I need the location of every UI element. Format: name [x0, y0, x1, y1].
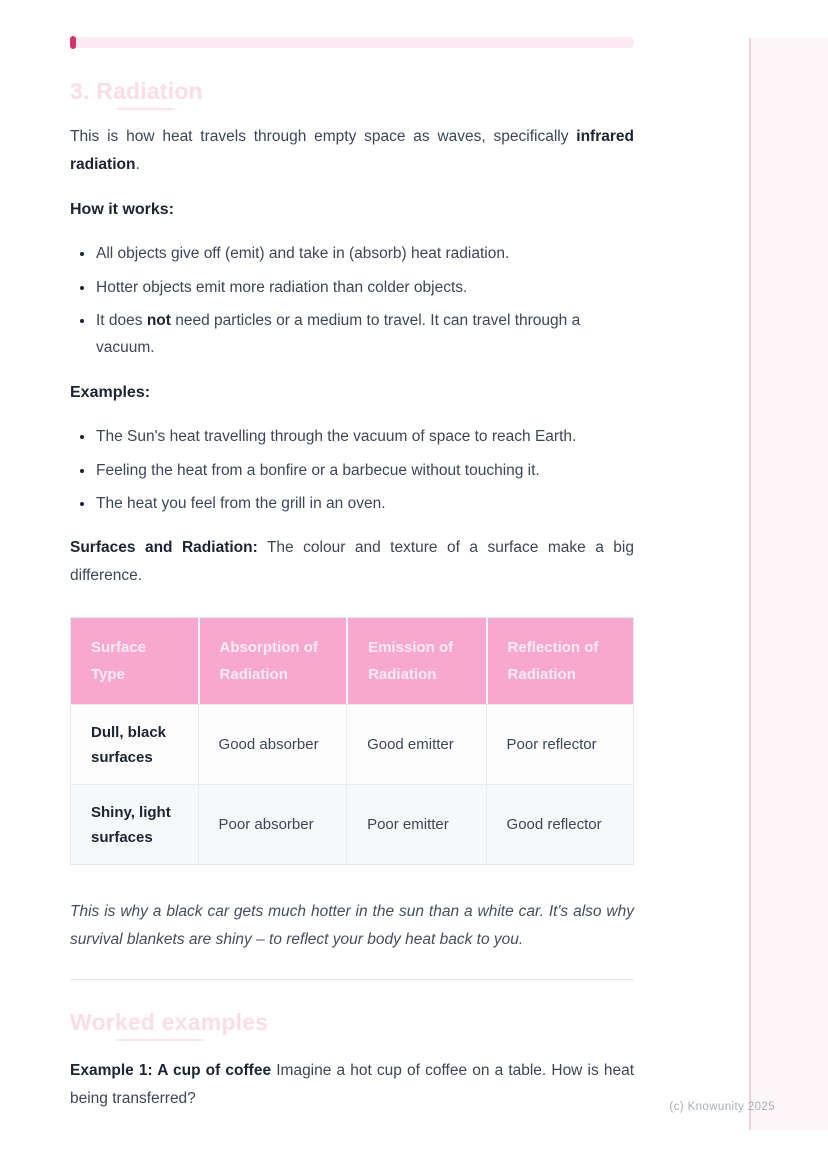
list-item-post: need particles or a medium to travel. It can travel through a vacuum. [96, 312, 581, 356]
list-item-bold: not [146, 312, 171, 329]
table-row-label: Dull, black surfaces [71, 704, 198, 784]
table-header-cell: Reflection of Radiation [486, 618, 633, 704]
table-cell: Poor absorber [198, 784, 347, 864]
table-cell: Poor reflector [486, 704, 633, 784]
list-item [95, 307, 634, 361]
how-it-works-list [70, 240, 634, 361]
surfaces-bold: Surfaces and Radiation: [70, 539, 258, 556]
content-column [70, 0, 634, 1112]
table-cell: Good emitter [346, 704, 485, 784]
example1-text: Imagine a hot cup of coffee on a table. How is heat being transferred? [70, 1062, 635, 1107]
reading-progress-bar [70, 37, 634, 48]
table-cell: Good reflector [486, 784, 633, 864]
list-item [95, 423, 634, 450]
list-item-text: The Sun's heat travelling through the vacuum of space to reach Earth. [96, 428, 577, 445]
list-item [95, 457, 634, 484]
table-header-cell: Surface Type [71, 618, 198, 704]
next-page-preview [751, 38, 828, 1130]
table-header-cell: Emission of Radiation [346, 618, 485, 704]
intro-post: . [135, 155, 140, 173]
worked-examples-heading [70, 1008, 634, 1037]
section-divider [70, 979, 634, 980]
intro-paragraph [70, 123, 634, 178]
list-item-text: It does [96, 312, 147, 329]
intro-text: This is how heat travels through empty space as waves, specifically [70, 128, 577, 145]
how-it-works-heading: How it works: [70, 201, 175, 218]
list-item [95, 274, 634, 301]
table-row [71, 704, 633, 784]
list-item-text: Hotter objects emit more radiation than colder objects. [96, 278, 468, 296]
intro-bold: infrared radiation [70, 128, 634, 173]
italic-note: This is why a black car gets much hotter in the sun than a white car. It's also why survival blankets are shiny – to reflect your body heat back to you. [70, 903, 634, 948]
list-item-text: The heat you feel from the grill in an oven. [96, 495, 386, 512]
table-header-row [71, 618, 633, 704]
list-item-text: All objects give off (emit) and take in (absorb) heat radiation. [96, 245, 510, 262]
list-item [95, 240, 634, 267]
surfaces-text: The colour and texture of a surface make a big difference. [70, 539, 634, 584]
surface-radiation-table [70, 617, 634, 865]
heading-underline [117, 108, 175, 110]
page-edge-divider [749, 38, 751, 1130]
examples-heading: Examples: [70, 384, 151, 401]
table-cell: Good absorber [198, 704, 347, 784]
list-item [95, 490, 634, 517]
example1-bold: Example 1: A cup of coffee [70, 1062, 272, 1079]
worked-examples-heading-text: Worked examples [70, 1009, 269, 1035]
table-row-label: Shiny, light surfaces [71, 784, 198, 864]
section-heading-text: 3. Radiation [70, 78, 203, 104]
examples-list [70, 423, 634, 517]
table-header-cell: Absorption of Radiation [198, 618, 347, 704]
heading-underline [117, 1039, 203, 1041]
surfaces-paragraph [70, 534, 634, 589]
section-heading-radiation [70, 77, 634, 106]
list-item-text: Feeling the heat from a bonfire or a barbecue without touching it. [96, 461, 540, 479]
reading-progress-fill [70, 36, 76, 49]
example1-paragraph [70, 1057, 634, 1112]
table-cell: Poor emitter [346, 784, 485, 864]
copyright-credit: (c) Knowunity 2025 [669, 1101, 775, 1113]
table-row [71, 784, 633, 864]
